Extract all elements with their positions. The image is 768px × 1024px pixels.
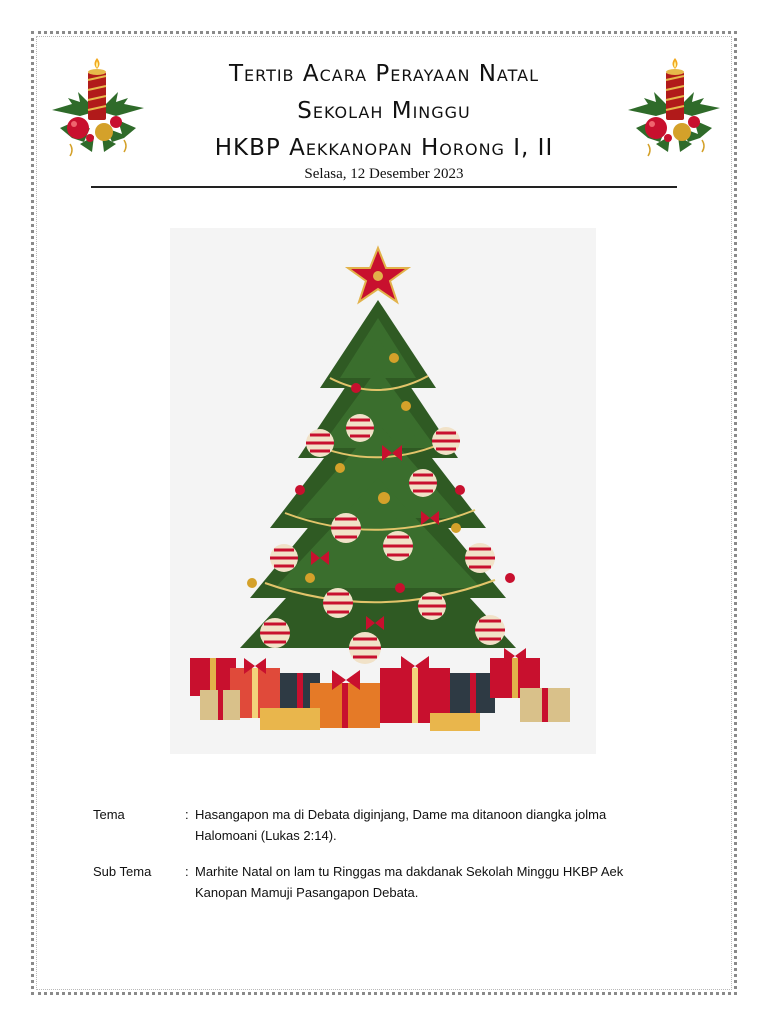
event-date: Selasa, 12 Desember 2023: [304, 166, 464, 182]
title-line-1: Tertib Acara Perayaan Natal: [228, 61, 540, 87]
header-divider: [91, 186, 677, 188]
christmas-tree-image: [170, 228, 596, 754]
theme-value: Hasangapon ma di Debata diginjang, Dame ma ditanoon diangka jolma Halomoani (Lukas 2:14).: [195, 807, 607, 843]
title-line-3: HKBP Aekkanopan Horong I, II: [214, 135, 554, 161]
theme-row: [93, 804, 693, 848]
subtheme-label: Sub Tema: [93, 864, 152, 879]
theme-colon: :: [185, 807, 189, 822]
title-line-2: Sekolah Minggu: [297, 98, 471, 124]
christmas-tree-icon: [170, 228, 596, 754]
subtheme-value: Marhite Natal on lam tu Ringgas ma dakdanak Sekolah Minggu HKBP Aek Kanopan Mamuji Pasangapon Debata.: [195, 864, 624, 900]
subtheme-colon: :: [185, 864, 189, 879]
candle-decoration-right-icon: [626, 58, 722, 158]
theme-label: Tema: [93, 807, 125, 822]
document-title: [130, 56, 638, 167]
subtheme-row: [93, 861, 693, 905]
